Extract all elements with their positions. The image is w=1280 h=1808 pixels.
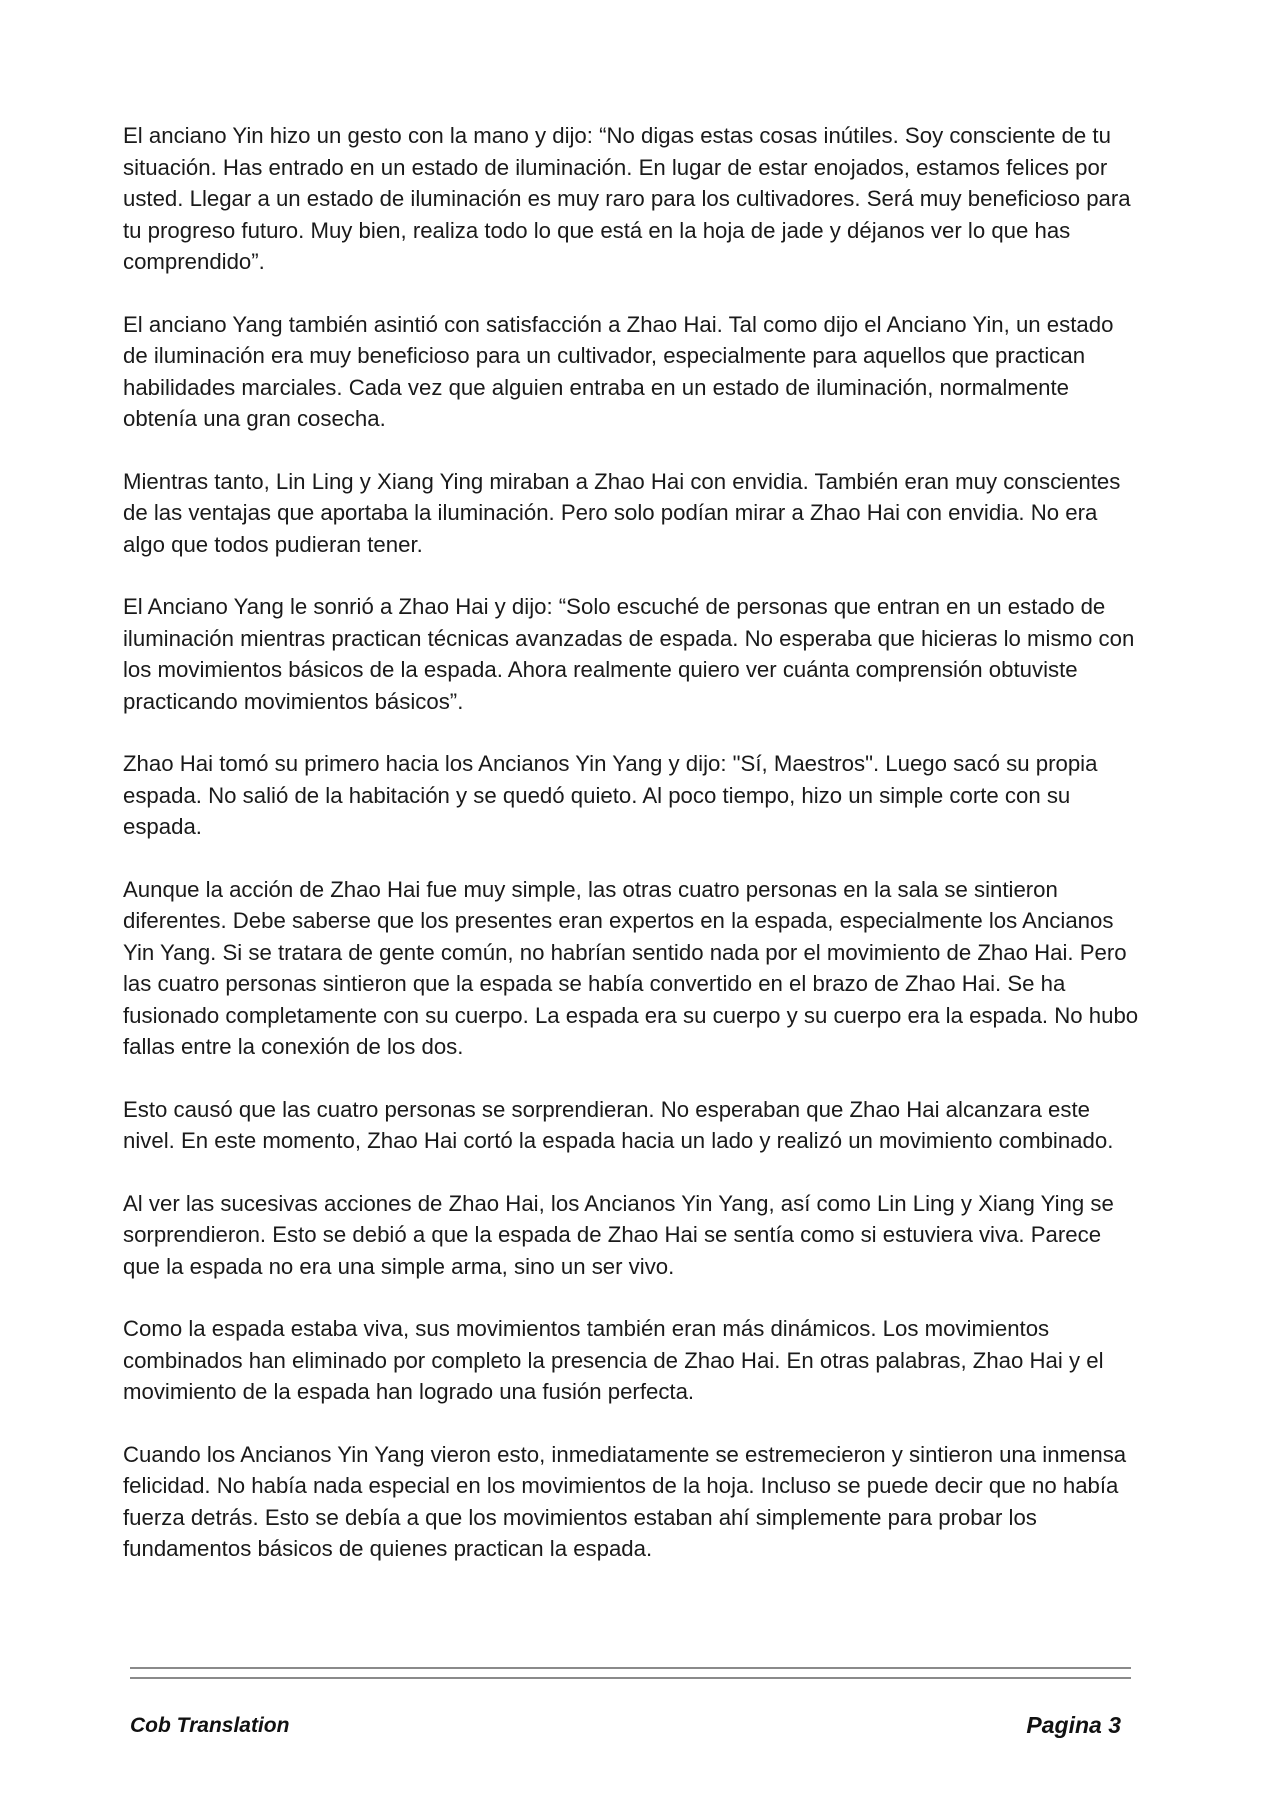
paragraph-7: Esto causó que las cuatro personas se sorprendieran. No esperaban que Zhao Hai alcanzara este nivel. En este momento, Zhao Hai cortó la espada hacia un lado y realizó un movimiento combinado.	[123, 1096, 1114, 1153]
paragraph-1: El anciano Yin hizo un gesto con la mano y dijo: “No digas estas cosas inútiles. Soy consciente de tu situación. Has entrado en un estado de iluminación. En lugar de estar enojados, estamos felices por usted. Llegar a un estado de iluminación es muy raro para los cultivadores. Será muy beneficioso para tu progreso futuro. Muy bien, realiza todo lo que está en la hoja de jade y déjanos ver lo que has comprendido”.	[123, 123, 1131, 274]
footer-translator-credit: Cob Translation	[130, 1714, 290, 1737]
paragraph-5: Zhao Hai tomó su primero hacia los Ancianos Yin Yang y dijo: "Sí, Maestros". Luego sacó su propia espada. No salió de la habitación y se quedó quieto. Al poco tiempo, hizo un simple corte con su espada.	[123, 751, 1098, 839]
paragraph-2: El anciano Yang también asintió con satisfacción a Zhao Hai. Tal como dijo el Anciano Yin, un estado de iluminación era muy beneficioso para un cultivador, especialmente para aquellos que practican habilidades marciales. Cada vez que alguien entraba en un estado de iluminación, normalmente obtenía una gran cosecha.	[123, 311, 1114, 431]
body-text	[123, 120, 1143, 1596]
footer-divider-top	[130, 1667, 1131, 1669]
footer-divider-bottom	[130, 1677, 1131, 1679]
paragraph-8: Al ver las sucesivas acciones de Zhao Hai, los Ancianos Yin Yang, así como Lin Ling y Xiang Ying se sorprendieron. Esto se debió a que la espada de Zhao Hai se sentía como si estuviera viva. Parece que la espada no era una simple arma, sino un ser vivo.	[123, 1190, 1114, 1279]
paragraph-9: Como la espada estaba viva, sus movimientos también eran más dinámicos. Los movimientos combinados han eliminado por completo la presencia de Zhao Hai. En otras palabras, Zhao Hai y el movimiento de la espada han logrado una fusión perfecta.	[123, 1316, 1104, 1404]
footer-page-number: Pagina 3	[1026, 1712, 1121, 1738]
paragraph-4: El Anciano Yang le sonrió a Zhao Hai y dijo: “Solo escuché de personas que entran en un estado de iluminación mientras practican técnicas avanzadas de espada. No esperaba que hicieras lo mismo con los movimientos básicos de la espada. Ahora realmente quiero ver cuánta comprensión obtuviste practicando movimientos básicos”.	[123, 594, 1135, 714]
paragraph-3: Mientras tanto, Lin Ling y Xiang Ying miraban a Zhao Hai con envidia. También eran muy conscientes de las ventajas que aportaba la iluminación. Pero solo podían mirar a Zhao Hai con envidia. No era algo que todos pudieran tener.	[123, 468, 1121, 557]
paragraph-10: Cuando los Ancianos Yin Yang vieron esto, inmediatamente se estremecieron y sintieron una inmensa felicidad. No había nada especial en los movimientos de la hoja. Incluso se puede decir que no había fuerza detrás. Esto se debía a que los movimientos estaban ahí simplemente para probar los fundamentos básicos de quienes practican la espada.	[123, 1441, 1127, 1561]
paragraph-6: Aunque la acción de Zhao Hai fue muy simple, las otras cuatro personas en la sala se sintieron diferentes. Debe saberse que los presentes eran expertos en la espada, especialmente los Ancianos Yin Yang. Si se tratara de gente común, no habrían sentido nada por el movimiento de Zhao Hai. Pero las cuatro personas sintieron que la espada se había convertido en el brazo de Zhao Hai. Se ha fusionado completamente con su cuerpo. La espada era su cuerpo y su cuerpo era la espada. No hubo fallas entre la conexión de los dos.	[123, 876, 1139, 1059]
